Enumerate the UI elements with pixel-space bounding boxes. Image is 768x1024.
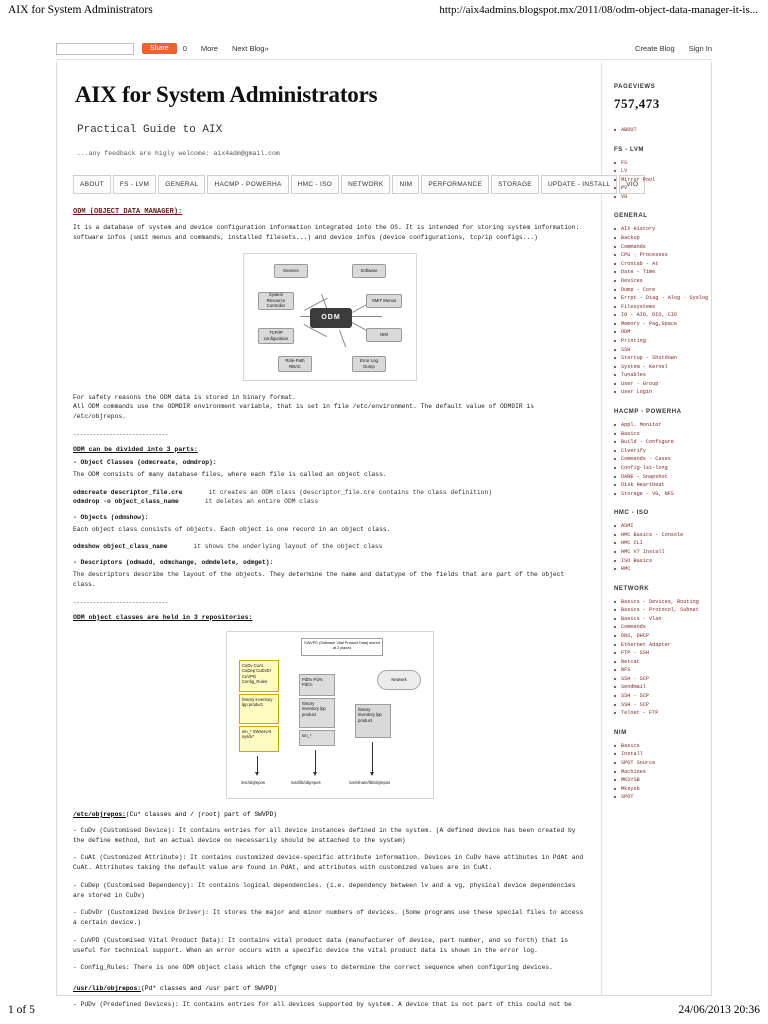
sign-in-link[interactable]: Sign In: [688, 44, 712, 53]
command-odmshow: [73, 543, 587, 550]
sidebar-item[interactable]: Commands - Cases: [614, 455, 708, 464]
sidebar-item[interactable]: Mirror Pool: [614, 176, 708, 185]
blog-feedback: ...any feedback are higly welcome: aix4adm@gmail.com: [77, 150, 280, 157]
diagram-cu-sub1: history inventory lpp product: [239, 694, 279, 724]
tab-storage[interactable]: STORAGE: [491, 175, 539, 194]
sidebar-item[interactable]: NFS: [614, 666, 708, 675]
next-blog-link[interactable]: Next Blog»: [231, 44, 269, 53]
odm-hub-diagram: [243, 253, 417, 381]
sidebar-item[interactable]: Basics - Devices, Routing: [614, 598, 708, 607]
sidebar-item[interactable]: Storage - VG, NFS: [614, 490, 708, 499]
diagram-pd-classes: PdDv PdAt PdCn: [299, 674, 335, 696]
sidebar-group-network: [614, 586, 708, 718]
sidebar-item[interactable]: ISO Basics: [614, 557, 708, 566]
sidebar-item[interactable]: Basics - Vlan: [614, 615, 708, 624]
sidebar-item[interactable]: Printing: [614, 337, 708, 346]
sidebar-item[interactable]: Startup - Shutdown: [614, 354, 708, 363]
sidebar-group: [614, 126, 708, 135]
sidebar-item[interactable]: SSH - SCP: [614, 692, 708, 701]
part1-text: The ODM consists of many database files, where each file is called an object class.: [73, 470, 387, 478]
sidebar-group-title: FS - LVM: [614, 146, 645, 153]
tab-nim[interactable]: NIM: [392, 175, 419, 194]
part3-heading: - Descriptors (odmadd, odmchange, odmdelete, odmget):: [73, 559, 274, 567]
tab-vio[interactable]: VIO: [619, 175, 645, 194]
etc-objrepos-note: (Cu* classes and / (root) part of SWVPD): [125, 810, 278, 818]
diagram-node-devices: Devices: [274, 264, 308, 278]
sidebar-item[interactable]: SSH - SCP: [614, 675, 708, 684]
print-timestamp: 24/06/2013 20:36: [678, 1004, 760, 1016]
sidebar-item[interactable]: HMC Basics - Console: [614, 531, 708, 540]
print-header-title: AIX for System Administrators: [8, 4, 153, 16]
tab-hacmp-powerha[interactable]: HACMP - POWERHA: [207, 175, 288, 194]
sidebar-group-nim: [614, 730, 708, 802]
sidebar-item-about[interactable]: ABOUT: [614, 126, 708, 135]
diagram-label-etc: /etc/objrepos: [241, 779, 265, 785]
sidebar-item[interactable]: ASMI: [614, 522, 708, 531]
sidebar: [602, 62, 714, 995]
sidebar-item[interactable]: Basics - Protocol, Subnet: [614, 606, 708, 615]
part3-text: The descriptors describe the layout of the objects. They determine the name and datatype of the fields that are part of the object class.: [73, 571, 565, 588]
print-header: [0, 0, 768, 22]
sidebar-item[interactable]: Build - Configure: [614, 438, 708, 447]
tab-fs-lvm[interactable]: FS - LVM: [113, 175, 156, 194]
sidebar-item[interactable]: Sendmail: [614, 683, 708, 692]
sidebar-item[interactable]: Ethernet Adapter: [614, 641, 708, 650]
sidebar-item[interactable]: HMC CLI: [614, 539, 708, 548]
diagram-share-box: history inventory lpp product: [355, 704, 391, 738]
sidebar-item[interactable]: SPOT: [614, 793, 708, 802]
part2-heading: - Objects (odmshow):: [73, 513, 149, 521]
sidebar-item[interactable]: CPU - Processes: [614, 251, 708, 260]
sidebar-item[interactable]: Memory - Pag,Space: [614, 320, 708, 329]
sidebar-group-fs-lvm: [614, 147, 708, 202]
pageviews-count: 757,473: [614, 96, 660, 111]
tab-update-install[interactable]: UPDATE - INSTALL: [541, 175, 617, 194]
diagram-label-usrshare: /usr/share/lib/objrepos: [349, 779, 391, 785]
tab-about[interactable]: ABOUT: [73, 175, 111, 194]
usr-objrepos-path: /usr/lib/objrepos:: [73, 985, 142, 992]
sidebar-item[interactable]: Config-lst-long: [614, 464, 708, 473]
sidebar-item[interactable]: Netcat: [614, 658, 708, 667]
sidebar-item[interactable]: RMC: [614, 565, 708, 574]
diagram-node-smit-menus: SMIT Menus: [366, 294, 402, 308]
sidebar-item[interactable]: Dump - Core: [614, 286, 708, 295]
repositories-diagram: [226, 631, 434, 799]
part1-heading: - Object Classes (odmcreate, odmdrop):: [73, 458, 217, 466]
sidebar-item[interactable]: FS: [614, 159, 708, 168]
sidebar-item[interactable]: DARE - Snapshot: [614, 473, 708, 482]
list-item: - Config_Rules: There is one ODM object class which the cfgmgr uses to determine the correct sequence when configuring devices.: [73, 964, 553, 972]
sidebar-item[interactable]: DNS, DHCP: [614, 632, 708, 641]
sidebar-item[interactable]: SPOT Source: [614, 759, 708, 768]
pageviews-title: PAGEVIEWS: [614, 84, 656, 90]
post-body: [73, 208, 587, 1010]
usr-objrepos-note: (Pd* classes and /usr part of SWVPD): [141, 985, 278, 992]
list-item: - PdDv (Predefined Devices): It contains entries for all devices supported by system. A device that is not part of this could not be: [73, 1001, 572, 1008]
sidebar-group-title: NETWORK: [614, 585, 650, 592]
sidebar-item[interactable]: IO - AIO, DIO, CIO: [614, 311, 708, 320]
repositories-title: ODM object classes are held in 3 repositories:: [73, 613, 253, 621]
list-item: - CuAt (Customized Attribute): It contains customized device-specific attribute information. Devices in CuDv have attibutes in PdAt and CuAt. Attributes taking the default value are found in PdAt, and attributes with customized values are in CuAt.: [73, 854, 584, 871]
sidebar-item[interactable]: Appl. Monitor: [614, 421, 708, 430]
diagram-hub-odm: ODM: [310, 308, 352, 328]
sidebar-item[interactable]: Devices: [614, 277, 708, 286]
diagram-node-role-path: Role-Path RBAC: [278, 356, 312, 372]
print-footer: [0, 1002, 768, 1024]
list-item: - CuDvDr (Customized Device Driver): It stores the major and minor numbers of devices. (Some programs use these special files to access a certain device.): [73, 909, 584, 926]
sidebar-item[interactable]: LV: [614, 167, 708, 176]
sidebar-group-title: HACMP - POWERHA: [614, 409, 682, 416]
blog-container: [56, 62, 712, 1008]
tab-network[interactable]: NETWORK: [341, 175, 390, 194]
search-input[interactable]: [56, 43, 134, 55]
diagram-network-cloud: Network: [377, 670, 421, 690]
command-odmshow-desc: it shows the underlying layout of the object class: [193, 543, 383, 551]
diagram-node-nim: NIM: [366, 328, 402, 342]
sidebar-item[interactable]: Basics: [614, 430, 708, 439]
sidebar-item[interactable]: Commands: [614, 623, 708, 632]
sidebar-item[interactable]: Backup: [614, 234, 708, 243]
list-item: - CuVPD (Customised Vital Product Data): It contains vital product data (manufacturer of device, part number, and so forth) that is useful for technical support. When an error occurs with a specific device the vital product data is shown in the error log.: [73, 936, 569, 954]
sidebar-group-title: NIM: [614, 729, 627, 736]
sidebar-item[interactable]: System - Kernel: [614, 363, 708, 372]
more-button[interactable]: More: [200, 44, 218, 53]
sidebar-item[interactable]: SSH - SCP: [614, 701, 708, 710]
diagram-node-error-log: Error Log Dump: [352, 356, 386, 372]
sidebar-item[interactable]: Disk Heartbeat: [614, 481, 708, 490]
sidebar-item[interactable]: Basics: [614, 742, 708, 751]
list-item: - CuDep (Customised Dependency): It contains logical dependencies. (i.e. dependency between lv and a vg, physical device dependencies are stored in CuDv): [73, 881, 576, 899]
diagram-cu-classes: CuDv CuAt CuDep CuDvDr CuVPD Config_Rules: [239, 660, 279, 692]
sidebar-item[interactable]: VG: [614, 193, 708, 202]
share-count: 0: [182, 44, 187, 53]
sidebar-item[interactable]: Crontab - At: [614, 260, 708, 269]
command-odmcreate-desc: it creates an ODM class (descriptor_file.cre contains the class definition): [208, 488, 492, 496]
diagram-swvpd-box: SWVPD (Software Vital Product Data) stored at 2 places: [301, 638, 383, 656]
page-number: 1 of 5: [8, 1004, 35, 1016]
diagram-node-tcpip: TCP/IP configuration: [258, 328, 294, 344]
create-blog-link[interactable]: Create Blog: [635, 44, 675, 53]
command-odmdrop-name: odmdrop -o object_class_name: [73, 497, 179, 505]
print-header-url: http://aix4admins.blogspot.mx/2011/08/odm-object-data-manager-it-is...: [439, 4, 758, 16]
diagram-pd-sub2: sm_*: [299, 730, 335, 746]
diagram-node-src: System Resource Controller: [258, 292, 294, 310]
etc-objrepos-path: /etc/objrepos:: [73, 810, 126, 818]
sidebar-group-title: GENERAL: [614, 213, 648, 220]
share-button[interactable]: Share: [142, 43, 177, 54]
sidebar-group-title: HMC - ISO: [614, 510, 649, 517]
post-heading: ODM (OBJECT DATA MANAGER):: [73, 208, 183, 216]
tab-general[interactable]: GENERAL: [158, 175, 205, 194]
sidebar-group-hmc: [614, 510, 708, 573]
sidebar-item[interactable]: SSH: [614, 346, 708, 355]
blog-subtitle: Practical Guide to AIX: [77, 124, 223, 136]
sidebar-item[interactable]: User Login: [614, 388, 708, 397]
diagram-label-usrlib: /usr/lib/objrepos: [291, 779, 321, 785]
sidebar-item[interactable]: Tunables: [614, 371, 708, 380]
sidebar-item[interactable]: Date - Time: [614, 268, 708, 277]
etc-objrepos-heading: [73, 811, 587, 818]
divider-1: -----------------------------: [73, 430, 169, 438]
sidebar-group-general: [614, 213, 708, 397]
post-intro: It is a database of system and device configuration information integrated into the OS. It is intended for storing system information: software infos (smit menus and commands, installed filesets...) and device infos (device configurations, tcp/ip configs...): [73, 224, 580, 241]
sidebar-item[interactable]: Commands: [614, 243, 708, 252]
binary-note-2: All ODM commands use the ODMDIR environment variable, that is set in file /etc/environment. The default value of ODMDIR is /etc/objrepos.: [73, 403, 535, 420]
sidebar-group-hacmp: [614, 409, 708, 498]
diagram-node-software: Software: [352, 264, 386, 278]
sidebar-item[interactable]: Machines: [614, 768, 708, 777]
diagram-cu-sub2: sm_* SWservAt sysck*: [239, 726, 279, 752]
blogger-navbar[interactable]: [56, 38, 712, 60]
list-item: - CuDv (Customised Device): It contains entries for all device instances defined in the system. (A defined device has been created by the define method, but an actual device no necessarily should be attached to the system): [73, 826, 576, 844]
sidebar-item[interactable]: FTP - SSH: [614, 649, 708, 658]
parts-title: ODM can be divided into 3 parts:: [73, 445, 198, 453]
command-odmcreate: [73, 489, 587, 496]
sidebar-item[interactable]: User - Group: [614, 380, 708, 389]
sidebar-item[interactable]: ODM: [614, 328, 708, 337]
diagram-pd-sub1: history inventory lpp product: [299, 698, 335, 728]
sidebar-item[interactable]: Install: [614, 750, 708, 759]
sidebar-item[interactable]: MKSYSB: [614, 776, 708, 785]
sidebar-item[interactable]: Mksysb: [614, 785, 708, 794]
part2-text: Each object class consists of objects. Each object is one record in an object class.: [73, 525, 391, 533]
usr-objrepos-heading: [73, 985, 587, 992]
divider-2: -----------------------------: [73, 598, 169, 606]
sidebar-item[interactable]: HMC V7 Install: [614, 548, 708, 557]
blog-title: AIX for System Administrators: [75, 82, 378, 107]
tab-hmc-iso[interactable]: HMC - ISO: [291, 175, 339, 194]
tab-performance[interactable]: PERFORMANCE: [421, 175, 489, 194]
command-odmshow-name: odmshow object_class_name: [73, 543, 168, 551]
sidebar-item[interactable]: Telnet - FTP: [614, 709, 708, 718]
sidebar-item[interactable]: PV: [614, 184, 708, 193]
sidebar-item[interactable]: AIX History: [614, 225, 708, 234]
command-odmdrop-desc: it deletes an entire ODM class: [204, 497, 319, 505]
sidebar-item[interactable]: Filesystems: [614, 303, 708, 312]
sidebar-item[interactable]: Errpt - Diag - Alog - Syslog: [614, 294, 708, 303]
binary-note-1: For safety reasons the ODM data is stored in binary format.: [73, 393, 296, 401]
command-odmdrop: [73, 498, 587, 505]
sidebar-item[interactable]: Clverify: [614, 447, 708, 456]
command-odmcreate-name: odmcreate descriptor_file.cre: [73, 488, 183, 496]
